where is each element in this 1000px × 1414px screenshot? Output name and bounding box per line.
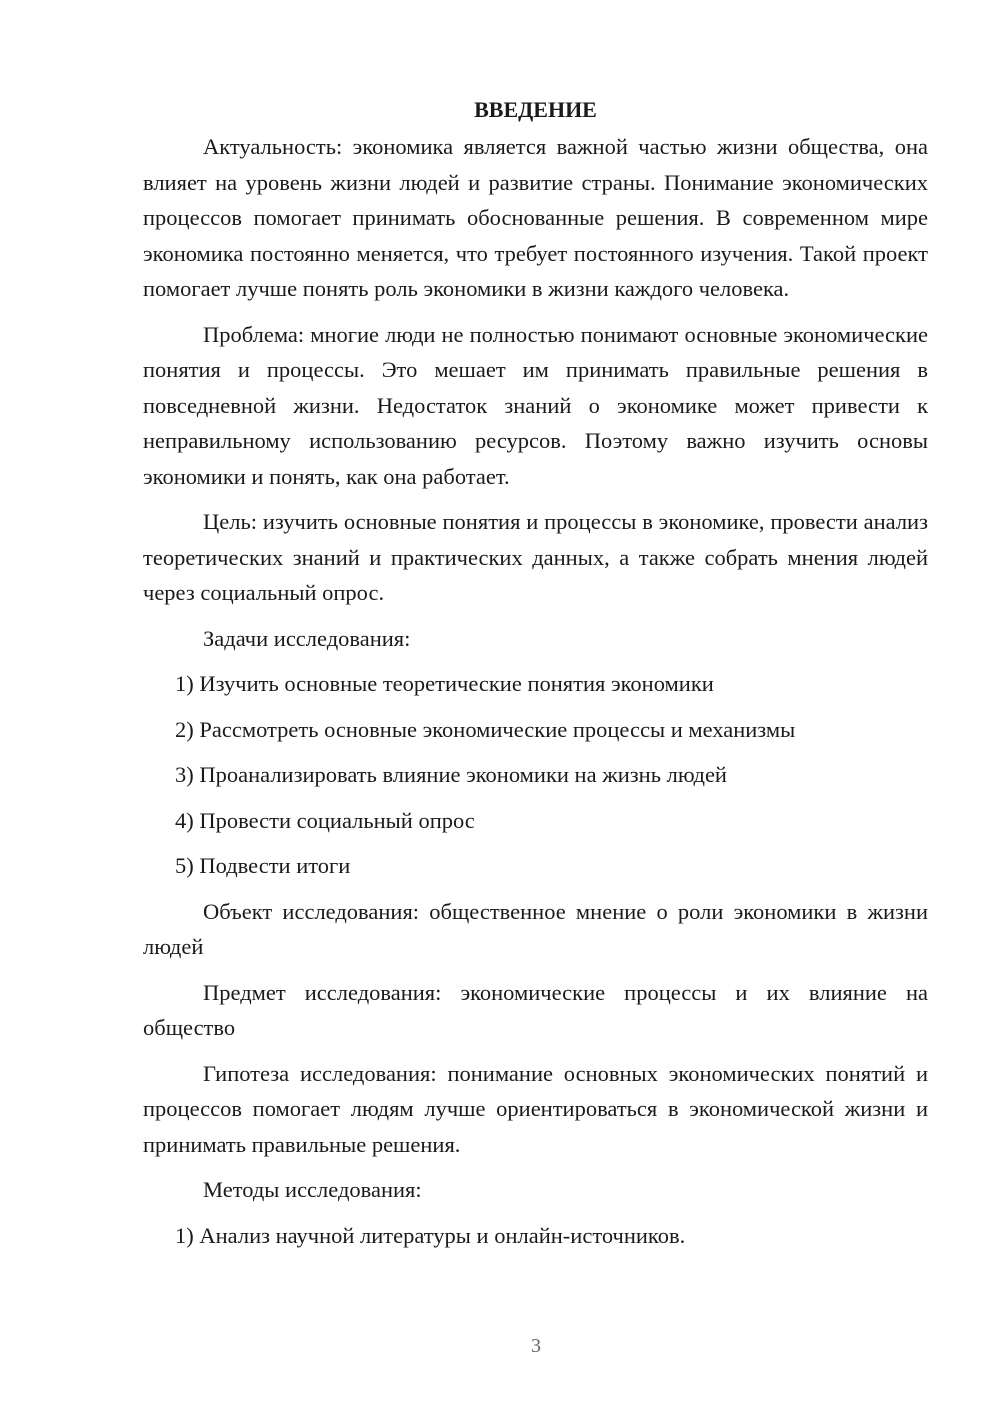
methods-list [143, 1218, 928, 1254]
task-item: 3) Проанализировать влияние экономики на жизнь людей [175, 762, 727, 787]
relevance-paragraph: Актуальность: экономика является важной частью жизни общества, она влияет на уровень жизни людей и развитие страны. Понимание экономических процессов помогает принимать обоснованные решения. В современном мире экономика постоянно меняется, что требует постоянного изучения. Такой проект помогает лучше понять роль экономики в жизни каждого человека. [143, 134, 928, 301]
task-item: 4) Провести социальный опрос [175, 807, 475, 833]
tasks-list [143, 666, 928, 884]
task-item: 1) Изучить основные теоретические понятия экономики [175, 671, 714, 696]
method-item: 1) Анализ научной литературы и онлайн-источников. [175, 1222, 686, 1248]
tasks-label: Задачи исследования: [203, 625, 411, 651]
methods-label: Методы исследования: [203, 1177, 422, 1202]
subject-paragraph: Предмет исследования: экономические процессы и их влияние на общество [143, 979, 928, 1040]
task-item: 5) Подвести итоги [175, 853, 351, 878]
page-number: 3 [531, 1335, 541, 1357]
hypothesis-paragraph: Гипотеза исследования: понимание основных экономических понятий и процессов помогает людям лучше ориентироваться в экономической жизни и принимать правильные решения. [143, 1060, 928, 1157]
page-content [143, 92, 928, 1263]
task-item: 2) Рассмотреть основные экономические процессы и механизмы [175, 716, 796, 742]
object-paragraph: Объект исследования: общественное мнение о роли экономики в жизни людей [143, 898, 928, 959]
problem-paragraph: Проблема: многие люди не полностью понимают основные экономические понятия и процессы. Это мешает им принимать правильные решения в повседневной жизни. Недостаток знаний о экономике может привести к неправильному использованию ресурсов. Поэтому важно изучить основы экономики и понять, как она работает. [143, 321, 928, 489]
section-heading: ВВЕДЕНИЕ [474, 97, 597, 122]
goal-paragraph: Цель: изучить основные понятия и процессы в экономике, провести анализ теоретических знаний и практических данных, а также собрать мнения людей через социальный опрос. [143, 509, 928, 605]
